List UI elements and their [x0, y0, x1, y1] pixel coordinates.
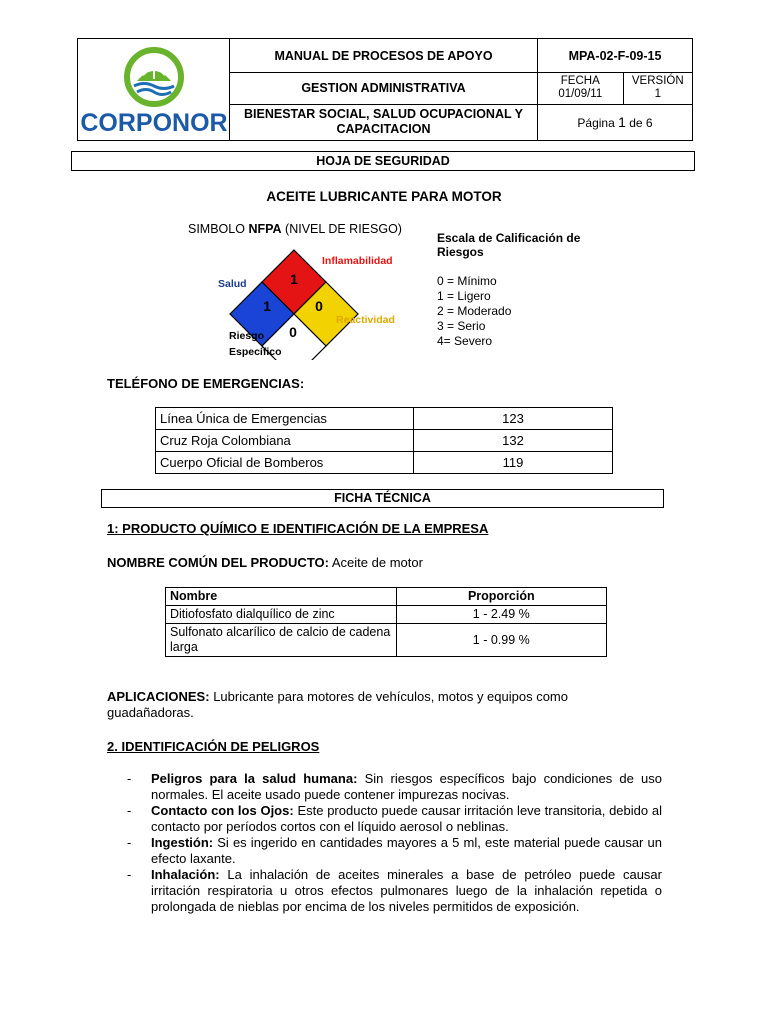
ficha-tecnica-title: FICHA TÉCNICA [101, 489, 664, 508]
fecha-value: 01/09/11 [558, 88, 603, 101]
nfpa-symbol-bold: NFPA [248, 222, 282, 236]
version-value: 1 [654, 88, 661, 101]
emergency-name: Cuerpo Oficial de Bomberos [156, 452, 414, 474]
nfpa-reactivity-value: 0 [315, 298, 323, 314]
emergency-number: 123 [414, 408, 613, 430]
table-row [156, 430, 613, 452]
pagina-number: 1 [618, 114, 626, 131]
component-proportion: 1 - 2.49 % [396, 606, 606, 624]
risk-scale-item: 0 = Mínimo [437, 274, 497, 288]
hazard-text: Este producto puede causar irritación leve transitoria, debido al contacto por períodos cortos con el líquido aerosol o neblinas. [151, 803, 662, 834]
hazard-text: Sin riesgos específicos bajo condiciones de uso normales. El aceite usado puede contener impurezas nocivas. [151, 771, 662, 802]
risk-scale-item: 3 = Serio [437, 319, 486, 333]
hazard-label: Inhalación: [151, 867, 220, 882]
nfpa-flammability-value: 1 [290, 271, 298, 287]
composition-table [165, 587, 607, 657]
version-cell [623, 73, 692, 105]
common-name-label: NOMBRE COMÚN DEL PRODUCTO: [107, 555, 329, 570]
nfpa-symbol-pre: SIMBOLO [188, 222, 245, 236]
nfpa-reactivity-label: Reactividad [336, 314, 395, 326]
nfpa-especifico-label: Específico [229, 346, 282, 358]
emergency-number: 119 [414, 452, 613, 474]
logo-cell [78, 39, 230, 141]
section1-heading: 1: PRODUCTO QUÍMICO E IDENTIFICACIÓN DE LA EMPRESA [107, 521, 489, 536]
column-header-nombre: Nombre [166, 588, 397, 606]
emergency-name: Línea Única de Emergencias [156, 408, 414, 430]
emergency-name: Cruz Roja Colombiana [156, 430, 414, 452]
pagina-cell [538, 104, 693, 140]
nfpa-diamond-icon [210, 245, 420, 360]
list-item [127, 771, 662, 803]
hazard-label: Contacto con los Ojos: [151, 803, 294, 818]
hazard-text: Si es ingerido en cantidades mayores a 5 ml, este material puede causar un efecto laxante. [151, 835, 662, 866]
product-title: ACEITE LUBRICANTE PARA MOTOR [266, 189, 502, 204]
pagina-total: de 6 [629, 116, 653, 131]
section2-heading: 2. IDENTIFICACIÓN DE PELIGROS [107, 739, 320, 754]
header-title-manual: MANUAL DE PROCESOS DE APOYO [230, 39, 538, 73]
version-label: VERSIÓN [631, 75, 684, 88]
corponor-logo-icon [79, 39, 229, 137]
emergency-number: 132 [414, 430, 613, 452]
hazard-text: La inhalación de aceites minerales a base de petróleo puede causar irritación respiratoria u otros efectos pulmonares luego de la inhalación repetida o prolongada de nieblas por encima de los niveles permitidos de exposición. [151, 867, 662, 914]
nfpa-riesgo-label: Riesgo [229, 330, 265, 342]
hazard-label: Ingestión: [151, 835, 214, 850]
hoja-seguridad-title: HOJA DE SEGURIDAD [71, 151, 695, 171]
table-header-row [166, 588, 607, 606]
nfpa-specific-value: 0 [289, 324, 297, 340]
common-name-value: Aceite de motor [331, 555, 423, 570]
column-header-proporcion: Proporción [396, 588, 606, 606]
hazard-label: Peligros para la salud humana: [151, 771, 358, 786]
component-name: Ditiofosfato dialquílico de zinc [166, 606, 397, 624]
applications-paragraph [107, 689, 627, 721]
logo-text: CORPONOR [79, 109, 228, 137]
nfpa-symbol-label [188, 222, 402, 236]
applications-value: Lubricante para motores de vehículos, motos y equipos como guadañadoras. [107, 689, 568, 720]
risk-scale [437, 231, 597, 349]
table-row [156, 452, 613, 474]
table-row [156, 408, 613, 430]
nfpa-health-value: 1 [263, 298, 271, 314]
common-name-line [107, 555, 423, 570]
table-row [166, 606, 607, 624]
risk-scale-title: Escala de Calificación de Riesgos [437, 231, 581, 259]
header-title-gestion: GESTION ADMINISTRATIVA [230, 73, 538, 105]
emergency-heading: TELÉFONO DE EMERGENCIAS: [107, 376, 305, 391]
list-item [127, 835, 662, 867]
applications-label: APLICACIONES: [107, 689, 210, 704]
nfpa-health-label: Salud [218, 278, 247, 290]
hazard-list [127, 771, 662, 915]
fecha-label: FECHA [560, 75, 600, 88]
table-row [166, 624, 607, 657]
document-header [77, 38, 693, 141]
risk-scale-list [437, 274, 597, 349]
list-item [127, 803, 662, 835]
fecha-cell [538, 73, 624, 105]
list-item [127, 867, 662, 915]
header-title-bienestar: BIENESTAR SOCIAL, SALUD OCUPACIONAL Y CAPACITACION [230, 104, 538, 140]
component-name: Sulfonato alcarílico de calcio de cadena larga [166, 624, 397, 657]
nfpa-symbol-post: (NIVEL DE RIESGO) [285, 222, 402, 236]
document-code: MPA-02-F-09-15 [538, 39, 693, 73]
risk-scale-item: 1 = Ligero [437, 289, 491, 303]
risk-scale-item: 4= Severo [437, 334, 493, 348]
emergency-table [155, 407, 613, 474]
component-proportion: 1 - 0.99 % [396, 624, 606, 657]
nfpa-flammability-label: Inflamabilidad [322, 255, 393, 267]
pagina-label: Página [577, 116, 615, 131]
risk-scale-item: 2 = Moderado [437, 304, 512, 318]
